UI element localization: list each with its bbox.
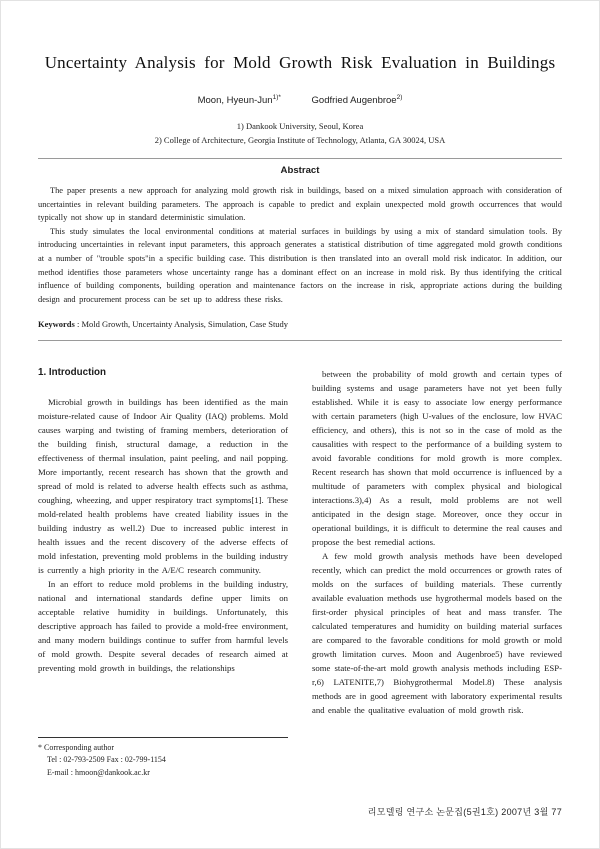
keywords-label: Keywords	[38, 319, 75, 330]
section-heading-introduction: 1. Introduction	[38, 367, 107, 379]
abstract-heading: Abstract	[280, 165, 320, 176]
author-2-name: Godfried Augenbroe	[311, 95, 397, 106]
journal-footer: 리모델링 연구소 논문집(5권1호) 2007년 3월 77	[367, 807, 562, 817]
author-1-superscript: 1)*	[272, 93, 281, 101]
abstract-bottom-divider	[38, 340, 562, 341]
two-column-body	[38, 367, 562, 779]
footnote-line-corresponding-author: * Corresponding author	[38, 742, 114, 752]
intro-paragraph-3: between the probability of mold growth and certain types of building systems and usage parameters have not yet been fully established. While it is easy to associate low energy performance with certain parameters (high U-values of the enclosure, low HVAC efficiency, and others), this is not so in the case of mold as the causalities with respect to the performance of a building system to avoid favorable conditions for mold growth is more complex. Recent research has shown that mold occurrence is influenced by a multitude of parameters with complex physical and biological interactions.3),4) As a result, mold problems are not well anticipated in the design stage. Moreover, once they occur in operational buildings, it is difficult to determine the real causes and propose the best remedial actions.	[312, 369, 562, 548]
abstract-paragraph-1: The paper presents a new approach for analyzing mold growth risk in buildings, based on a mixed simulation approach with consideration of uncertainties in relevant building parameters. The approach is capable to predict and explain unexpected mold growth occurrences that would typically not show up in standard deterministic simulation.	[38, 186, 562, 223]
intro-paragraph-1: Microbial growth in buildings has been identified as the main moisture-related cause of Indoor Air Quality (IAQ) problems. Mold causes warping and twisting of framing members, deterioration of the building finish, structural damage, a reduction in the effectiveness of thermal insulation, paint peeling, and nail popping. More importantly, recent research has shown that the growth and spread of mold is related to adverse health effects such as asthma, coughing, wheezing, and upper respiratory tract symptoms[1]. These mold-related health problems have created liability issues in the building industry as well.2) Due to increased public interest in health issues and the recent discovery of the adverse effects of mold infestation, preventing mold problems in the building industry is currently a high priority in the A/E/C research community.	[38, 397, 288, 576]
author-1	[198, 95, 281, 106]
affiliation-line-1: 1) Dankook University, Seoul, Korea	[236, 121, 364, 131]
footnote-line-tel-fax: Tel : 02-793-2509 Fax : 02-799-1154	[47, 755, 166, 765]
right-column	[312, 367, 562, 779]
corresponding-author-footnote	[38, 737, 288, 780]
authors-line	[38, 95, 562, 106]
author-1-name: Moon, Hyeun-Jun	[197, 95, 273, 106]
author-2-superscript: 2)	[396, 93, 403, 101]
affiliation-line-2: 2) College of Architecture, Georgia Institute of Technology, Atlanta, GA 30024, USA	[154, 135, 446, 145]
abstract-paragraph-2: This study simulates the local environmental conditions at material surfaces in buildings by using a mix of standard simulation tools. By introducing uncertainties in relevant input parameters, this approach generates a statistical distribution of time aggregated mold growth conditions at a number of "trouble spots"in a specific building case. This distribution is then translated into an overall mold risk indicator. In addition, our method identifies those parameters whose uncertainty range has a dominant effect on an increase in mold risk. By thus identifying the critical influence of building components, building operation and maintenance factors on the increase in risk, appropriate actions during the building design and procurement process can be set up to address these risks.	[38, 226, 562, 304]
author-2	[312, 95, 403, 106]
abstract-body	[38, 184, 562, 306]
footnote-divider	[38, 737, 288, 738]
keywords-separator: :	[74, 319, 82, 330]
keywords-line	[38, 319, 562, 329]
intro-paragraph-4: A few mold growth analysis methods have been developed recently, which can predict the mold occurrences or growth rates of molds on the surfaces of building materials. These currently available evaluation methods use hygrothermal models based on the first-order physical principles of heat and mass transfer. The calculated temperatures and humidity on building material surfaces are compared to the favorable conditions for mold growth or mold growth limitation curves. Moon and Augenbroe5) have reviewed some state-of-the-art mold growth analysis methods including ESP-r,6) LATENITE,7) Biohygrothermal Model.8) These analysis methods are in good agreement with laboratory experimental results and enable the qualitative evaluation of mold growth risk.	[312, 551, 562, 716]
page-title: Uncertainty Analysis for Mold Growth Risk Evaluation in Buildings	[44, 53, 556, 72]
left-column	[38, 367, 288, 779]
abstract-top-divider	[38, 158, 562, 159]
intro-paragraph-2: In an effort to reduce mold problems in the building industry, national and international standards define upper limits on acceptable relative humidity in buildings. Unfortunately, this descriptive approach has failed to provide a mold-free environment, and many modern buildings continue to suffer from harmful levels of mold growth. Despite several decades of research aimed at preventing mold growth in buildings, the relationships	[38, 579, 288, 674]
footnote-line-email: E-mail : hmoon@dankook.ac.kr	[47, 767, 150, 777]
affiliations	[38, 119, 562, 147]
keywords-text: Mold Growth, Uncertainty Analysis, Simulation, Case Study	[81, 319, 289, 330]
